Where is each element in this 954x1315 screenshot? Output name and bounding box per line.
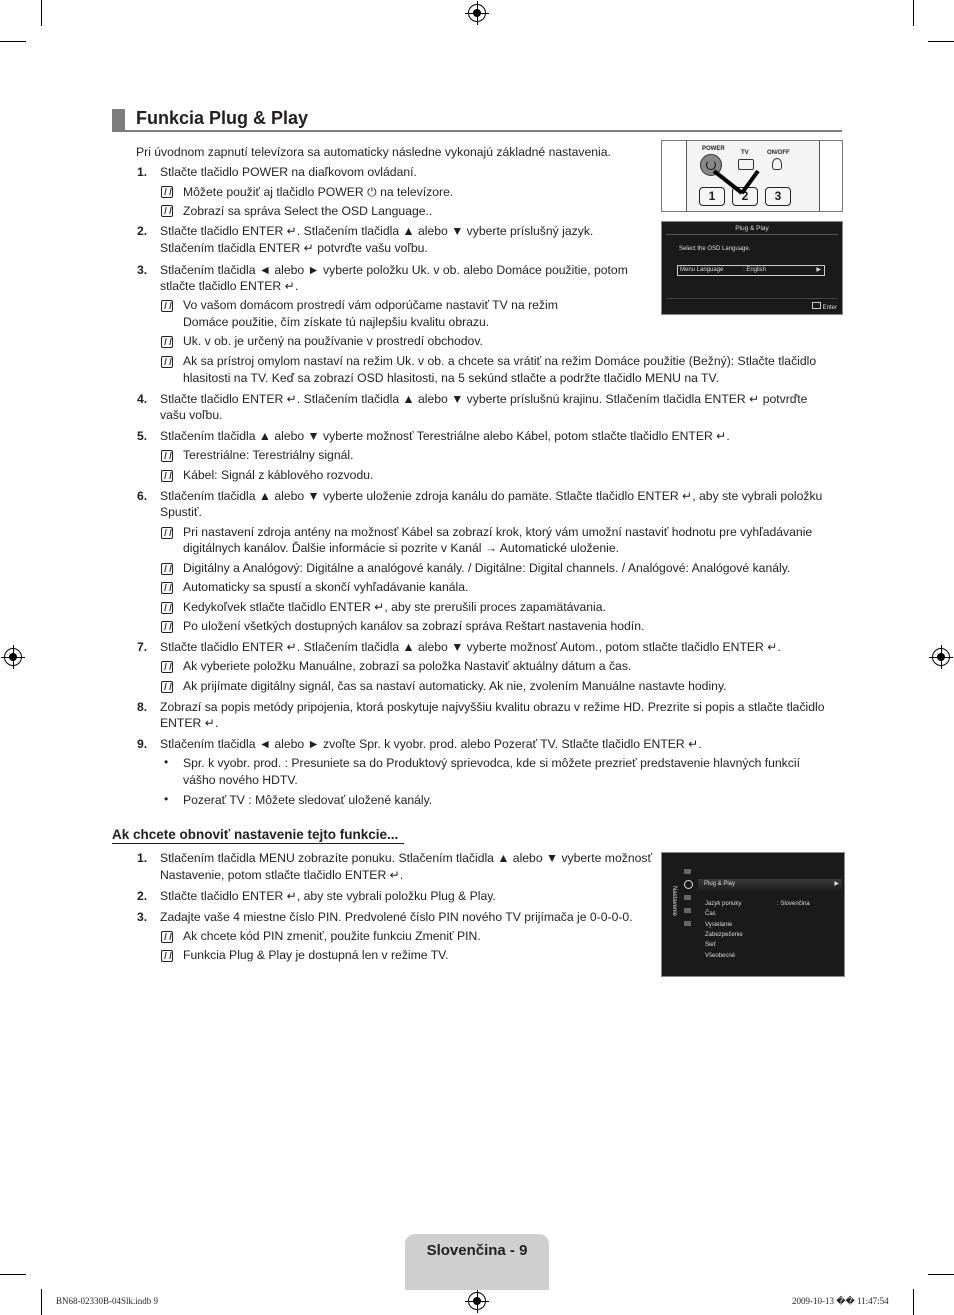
step-text: Stlačte tlačidlo ENTER ↵. Stlačením tlačidla ▲ alebo ▼ vyberte možnosť Autom., potom stlačte tlačidlo ENTER ↵. (160, 640, 781, 654)
step-text: stlačte tlačidlo ENTER ↵. (160, 279, 299, 293)
step-number: 9. (137, 737, 148, 751)
step-text: Stlačením tlačidla ENTER ↵ potvrďte vašu voľbu. (160, 241, 428, 255)
note-text: Digitálny a Analógový: Digitálne a analógové kanály. / Digitálne: Digital channels. / Analógové: Analógové kanály. (183, 561, 791, 575)
page-number: Slovenčina - 9 (426, 1242, 528, 1259)
osd-header-row[interactable]: Plug & Play ▶ (698, 879, 842, 890)
osd-row-label: Menu Language (680, 267, 724, 273)
print-slug-left: BN68-02330B-04Slk.indb 9 (56, 1296, 159, 1306)
note-icon (161, 205, 173, 217)
note-text: Ak chcete kód PIN zmeniť, použite funkciu Zmeniť PIN. (183, 929, 481, 943)
step-text: Stlačením tlačidla MENU zobrazíte ponuku. Stlačením tlačidla ▲ alebo ▼ vyberte možnosť (160, 851, 653, 865)
note-text: Terestriálne: Terestriálny signál. (183, 448, 354, 462)
heading-rule (112, 130, 842, 132)
crop-mark (913, 1289, 914, 1315)
key-2[interactable]: 2 (732, 187, 758, 206)
support-icon (684, 921, 691, 926)
step-number: 5. (137, 429, 148, 443)
page-footer-tab (405, 1234, 549, 1290)
step-text: Stlačte tlačidlo POWER na diaľkovom ovládaní. (160, 165, 417, 179)
remote-label-power: POWER (702, 146, 725, 152)
osd-language-screen (661, 221, 843, 315)
step-number: 1. (137, 851, 148, 865)
step-text: Stlačením tlačidla ▲ alebo ▼ vyberte možnosť Terestriálne alebo Kábel, potom stlačte tlačidlo ENTER ↵. (160, 429, 730, 443)
section-heading: Ak chcete obnoviť nastavenie tejto funkcie... (112, 827, 404, 844)
step-number: 3. (137, 263, 148, 277)
bullet-text: Pozerať TV : Môžete sledovať uložené kanály. (183, 793, 433, 807)
step-text: vašu voľbu. (160, 408, 223, 422)
osd-item[interactable]: Vysielanie (705, 922, 733, 928)
crop-mark (913, 0, 914, 26)
step-text: Stlačte tlačidlo ENTER ↵. Stlačením tlačidla ▲ alebo ▼ vyberte príslušný jazyk. (160, 224, 594, 238)
step-text: Zobrazí sa popis metódy pripojenia, ktorá poskytuje najvyššiu kvalitu obrazu v režime HD. Prezrite si popis a stlačte tlačidlo (160, 700, 825, 714)
note-icon (161, 602, 173, 614)
crop-mark (928, 1274, 954, 1275)
print-slug-right: 2009-10-13 �� 11:47:54 (792, 1296, 889, 1306)
note-text: Zobrazí sa správa Select the OSD Language.. (183, 204, 433, 218)
osd-side-label: Nastavenie (671, 885, 678, 917)
note-text: Funkcia Plug & Play je dostupná len v režime TV. (183, 948, 449, 962)
note-icon (161, 563, 173, 575)
crop-mark (0, 41, 26, 42)
note-text: Ak prijímate digitálny signál, čas sa nastaví automaticky. Ak nie, zvolením Manuálne nastavte hodiny. (183, 679, 727, 693)
enter-icon (812, 302, 821, 309)
page-title: Funkcia Plug & Play (136, 108, 309, 128)
osd-item[interactable]: Jazyk ponuky (705, 901, 742, 907)
note-icon (161, 186, 173, 198)
note-text: Ak vyberiete položku Manuálne, zobrazí sa položka Nastaviť aktuálny dátum a čas. (183, 659, 632, 673)
step-number: 7. (137, 640, 148, 654)
osd-title: Plug & Play (735, 225, 769, 232)
step-number: 1. (137, 165, 148, 179)
crop-mark (41, 0, 42, 26)
step-text: Spustiť. (160, 505, 202, 519)
key-1[interactable]: 1 (699, 187, 725, 206)
bullet-text: vášho nového HDTV. (183, 773, 298, 787)
step-number: 8. (137, 700, 148, 714)
note-icon (161, 450, 173, 462)
registration-mark-icon (932, 648, 950, 666)
picture-icon (684, 869, 691, 874)
note-text: Kedykoľvek stlačte tlačidlo ENTER ↵, aby ste prerušili proces zapamätávania. (183, 600, 606, 614)
crop-mark (928, 41, 954, 42)
note-icon (161, 527, 173, 539)
step-text: ENTER ↵. (160, 716, 219, 730)
osd-item[interactable]: Čas (705, 911, 716, 917)
osd-title-rule (666, 234, 838, 235)
osd-menu-icons (684, 867, 694, 926)
input-icon (684, 895, 691, 900)
note-text: Môžete použiť aj tlačidlo POWER ⏻ na televízore. (183, 185, 454, 199)
osd-settings-screen (661, 852, 845, 977)
note-text: Vo vašom domácom prostredí vám odporúčame nastaviť TV na režim (183, 298, 558, 312)
osd-item-value: : Slovenčina (777, 901, 810, 907)
arrow-right-icon: ▶ (834, 881, 839, 887)
note-icon (161, 470, 173, 482)
note-text: Po uložení všetkých dostupných kanálov sa zobrazí správa Reštart nastavenia hodín. (183, 619, 645, 633)
key-3[interactable]: 3 (765, 187, 791, 206)
osd-message: Select the OSD Language. (679, 246, 751, 252)
note-icon (161, 356, 173, 368)
step-number: 4. (137, 392, 148, 406)
osd-item[interactable]: Zabezpečenie (705, 932, 743, 938)
osd-item[interactable]: Sieť (705, 942, 716, 948)
step-text: Stlačte tlačidlo ENTER ↵. Stlačením tlačidla ▲ alebo ▼ vyberte príslušnú krajinu. Stlačením tlačidla ENTER ↵ potvrďte (160, 392, 808, 406)
remote-label-tv: TV (741, 150, 749, 156)
step-number: 2. (137, 224, 148, 238)
heading-bar (112, 109, 125, 131)
step-text: Nastavenie, potom stlačte tlačidlo ENTER ↵. (160, 868, 404, 882)
remote-label-onoff: ON/OFF (767, 150, 790, 156)
note-icon (161, 621, 173, 633)
crop-mark (41, 1289, 42, 1315)
step-text: Zadajte vaše 4 miestne číslo PIN. Predvolené číslo PIN nového TV prijímača je 0-0-0-0. (160, 910, 633, 924)
note-icon (161, 661, 173, 673)
step-text: Stlačením tlačidla ◄ alebo ► vyberte položku Uk. v ob. alebo Domáce použitie, potom (160, 263, 628, 277)
step-number: 6. (137, 489, 148, 503)
enter-hint: Enter (812, 302, 837, 311)
bullet-text: Spr. k vyobr. prod. : Presuniete sa do Produktový sprievodca, kde si môžete prezrieť predstavenie hlavných funkcií (183, 756, 800, 770)
crop-mark (0, 1274, 26, 1275)
note-icon (161, 336, 173, 348)
pointer-arrows-icon (662, 141, 842, 211)
note-icon (161, 681, 173, 693)
settings-icon (684, 880, 693, 889)
step-text: Stlačením tlačidla ▲ alebo ▼ vyberte uloženie zdroja kanálu do pamäte. Stlačte tlačidlo ENTER ↵, aby ste vybrali položku (160, 489, 823, 503)
note-text: Kábel: Signál z káblového rozvodu. (183, 468, 374, 482)
step-text: Stlačte tlačidlo ENTER ↵, aby ste vybrali položku Plug & Play. (160, 889, 496, 903)
note-text: Ak sa prístroj omylom nastaví na režim Uk. v ob. a chcete sa vrátiť na režim Domáce použitie (Bežný): Stlačte tlačidlo (183, 354, 817, 368)
note-text: Pri nastavení zdroja antény na možnosť Kábel sa zobrazí krok, ktorý vám umožní nastaviť hodnotu pre vyhľadávanie (183, 525, 813, 539)
note-icon (161, 950, 173, 962)
note-text: Uk. v ob. je určený na používanie v prostredí obchodov. (183, 334, 483, 348)
step-number: 3. (137, 910, 148, 924)
note-icon (161, 300, 173, 312)
remote-illustration (661, 140, 843, 212)
note-text: digitálnych kanálov. Ďalšie informácie si pozrite v Kanál → Automatické uloženie. (183, 541, 620, 555)
osd-row-value: : English (743, 267, 767, 273)
note-text: Domáce použitie, čím získate tú najlepšiu kvalitu obrazu. (183, 315, 490, 329)
registration-mark-icon (4, 648, 22, 666)
step-text: Stlačením tlačidla ◄ alebo ► zvoľte Spr. k vyobr. prod. alebo Pozerať TV. Stlačte tlačidlo ENTER ↵. (160, 737, 702, 751)
registration-mark-icon (468, 1292, 486, 1310)
note-icon (161, 931, 173, 943)
note-icon (161, 582, 173, 594)
osd-item[interactable]: Všeobecné (705, 953, 736, 959)
arrow-right-icon: ▶ (816, 267, 821, 273)
intro-text: Pri úvodnom zapnutí televízora sa automaticky následne vykonajú základné nastavenia. (136, 145, 611, 159)
note-text: Automaticky sa spustí a skončí vyhľadávanie kanála. (183, 580, 469, 594)
app-icon (684, 908, 691, 913)
osd-bottom-rule (666, 298, 838, 299)
osd-language-row[interactable] (677, 265, 825, 276)
registration-mark-icon (468, 4, 486, 22)
step-number: 2. (137, 889, 148, 903)
note-text: hlasitosti na TV. Keď sa zobrazí OSD hlasitosti, na 5 sekúnd stlačte a podržte tlačidlo MENU na TV. (183, 371, 719, 385)
bullet: • (164, 755, 169, 769)
bullet: • (164, 792, 169, 806)
